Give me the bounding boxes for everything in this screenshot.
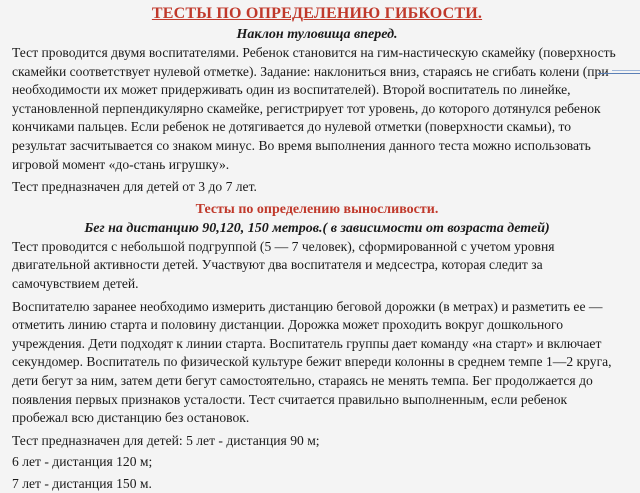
endurance-section-heading: Тесты по определению выносливости.: [195, 201, 439, 217]
endurance-test-procedure: Воспитателю заранее необходимо измерить дистанцию беговой дорожки (в метрах) и разметить ее — отметить линию старта и половину дистанции. Дорожка может проходить вокруг дошкольного учреждения. Дети подходят к линии старта. Воспитатель группы дает команду «на старт» и включает секундомер. Воспитатель по физической культуре бежит впереди колонны в среднем темпе 1—2 круга, дети бегут за ним, затем дети бегут самостоятельно, стараясь не менять темпа. Бег продолжается до появления первых признаков усталости. Тест считается правильно выполненным, если ребенок пробежал всю дистанцию без остановок.: [12, 298, 612, 426]
endurance-test-description: Тест проводится с небольшой подгруппой (5 — 7 человек), сформированной с учетом уровня двигательной активности детей. Участвуют два воспитателя и медсестра, которая следит за самочувствием детей.: [12, 238, 555, 291]
decorative-line: [598, 73, 640, 74]
page-title: ТЕСТЫ ПО ОПРЕДЕЛЕНИЮ ГИБКОСТИ.: [151, 5, 483, 22]
endurance-ages-5: Тест предназначен для детей: 5 лет - дистанция 90 м;: [12, 432, 320, 448]
decorative-line-secondary: [612, 70, 640, 71]
flexibility-test-heading: Наклон туловища вперед.: [236, 27, 398, 42]
flexibility-test-ages: Тест предназначен для детей от 3 до 7 лет.: [12, 179, 257, 195]
endurance-ages-6: 6 лет - дистанция 120 м;: [12, 454, 153, 470]
endurance-test-heading: Бег на дистанцию 90,120, 150 метров.( в зависимости от возраста детей): [84, 220, 550, 236]
flexibility-test-description: Тест проводится двумя воспитателями. Ребенок становится на гим-настическую скамейку (поверхность скамейки соответствует нулевой отметке). Задание: наклониться вниз, стараясь не сгибать колени (при необходимости их может придерживать один из воспитателей). Второй воспитатель по линейке, установленной перпендикулярно скамейке, регистрирует тот уровень, до которого дотянулся ребенок кончиками пальцев. Если ребенок не дотягивается до нулевой отметки (поверхности скамьи), то результат засчитывается со знаком минус. Во время выполнения данного теста можно использовать игровой момент «до-стань игрушку».: [12, 45, 616, 172]
endurance-ages-7: 7 лет - дистанция 150 м.: [12, 475, 152, 491]
